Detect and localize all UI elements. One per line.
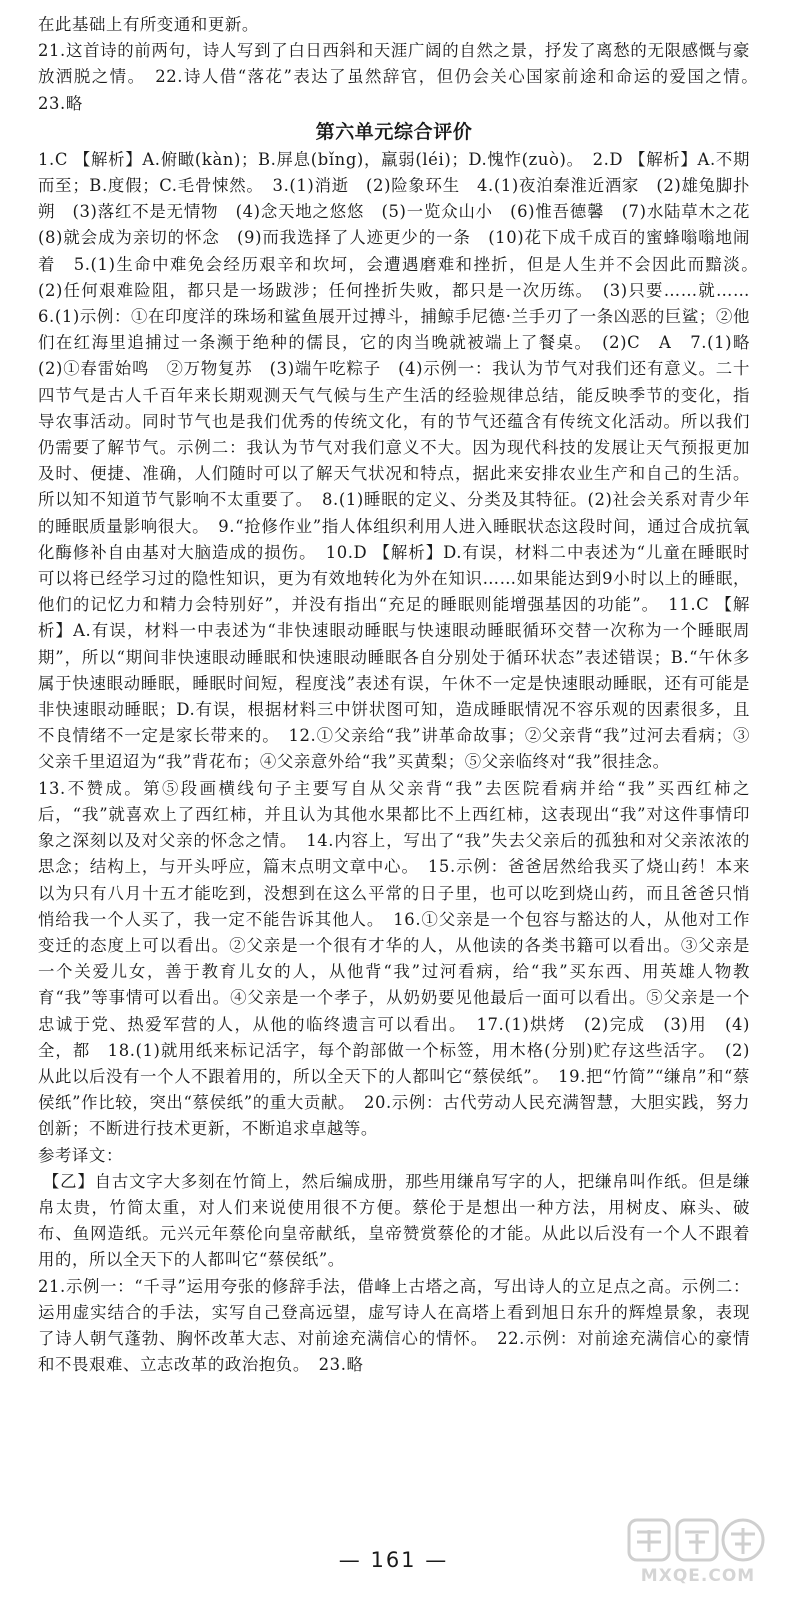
translation-text: 【乙】自古文字大多刻在竹简上，然后编成册，那些用缣帛写字的人，把缣帛叫作纸。但是缣帛太贵，竹简太重，对人们来说使用很不方便。蔡伦于是想出一种方法，用树皮、麻头、破布、鱼网造纸。元兴元年蔡伦向皇帝献纸，皇帝赞赏蔡伦的才能。从此以后没有一个人不跟着用的，所以全天下的人都叫它“蔡侯纸”。 — [38, 1171, 750, 1270]
intro-line: 在此基础上有所变通和更新。 — [38, 15, 259, 34]
translation-label: 参考译文： — [38, 1145, 123, 1165]
page-number: — 161 — — [338, 1548, 449, 1572]
section-title: 第六单元综合评价 — [315, 120, 473, 143]
watermark-text: MXQE.COM — [640, 1566, 756, 1586]
watermark-logo — [623, 1512, 773, 1590]
answers-13-20: 13.不赞成。第⑤段画横线句子主要写自从父亲背“我”去医院看病并给“我”买西红柿之后，“我”就喜欢上了西红柿，并且认为其他水果都比不上西红柿，这表现出“我”对这件事情印象之深刻以及对父亲的怀念之情。 14.内容上，写出了“我”失去父亲后的孤独和对父亲浓浓的思念；结构上，与开头呼应，篇末点明文章中心。 15.示例：爸爸居然给我买了烧山药！本来以为只有八月十五才能吃到，没想到在这么平常的日子里，也可以吃到烧山药，而且爸爸只悄悄给我一个人买了，我一定不能告诉其他人。 16.①父亲是一个包容与豁达的人，从他对工作变迁的态度上可以看出。②父亲是一个很有才华的人，从他读的各类书籍可以看出。③父亲是一个关爱儿女，善于教育儿女的人，从他背“我”过河看病，给“我”买东西、用英雄人物教育“我”等事情可以看出。④父亲是一个孝子，从奶奶要见他最后一面可以看出。⑤父亲是一个忠诚于党、热爱军营的人，从他的临终遗言可以看出。 17.(1)烘烤 (2)完成 (3)用 (4)全，都 18.(1)就用纸来标记活字，每个韵部做一个标签，用木格(分别)贮存这些活字。 (2)从此以后没有一个人不跟着用的，所以全天下的人都叫它“蔡侯纸”。 19.把“竹简”“缣帛”和“蔡侯纸”作比较，突出“蔡侯纸”的重大贡献。 20.示例：古代劳动人民充满智慧，大胆实践，努力创新；不断进行技术更新，不断追求卓越等。 — [38, 778, 750, 1139]
answers-1-12: 1.C 【解析】A.俯瞰(kàn)；B.屏息(bǐng)，羸弱(léi)；D.愧怍(zuò)。 2.D 【解析】A.不期而至；B.度假；C.毛骨悚然。 3.(1)消逝 (2)险象环生 4.(1)夜泊秦淮近酒家 (2)雄兔脚扑朔 (3)落红不是无情物 (4)念天地之悠悠 (5)一览众山小 (6)惟吾德馨 (7)水陆草木之花 (8)就会成为亲切的怀念 (9)而我选择了人迹更少的一条 (10)花下成千成百的蜜蜂嗡嗡地闹着 5.(1)生命中难免会经历艰辛和坎坷，会遭遇磨难和挫折，但是人生并不会因此而黯淡。 (2)任何艰难险阻，都只是一场跋涉；任何挫折失败，都只是一次历练。 (3)只要……就…… 6.(1)示例：①在印度洋的珠场和鲨鱼展开过搏斗，捕鲸手尼德·兰手刃了一条凶恶的巨鲨；②他们在红海里追捕过一条濒于绝种的儒艮，它的肉当晚就被端上了餐桌。 (2)C A 7.(1)略 (2)①春雷始鸣 ②万物复苏 (3)端午吃粽子 (4)示例一：我认为节气对我们还有意义。二十四节气是古人千百年来长期观测天气气候与生产生活的经验规律总结，能反映季节的变化，指导农事活动。同时节气也是我们优秀的传统文化，有的节气还蕴含有传统文化活动。所以我们仍需要了解节气。示例二：我认为节气对我们意义不大。因为现代科技的发展让天气预报更加及时、便捷、准确，人们随时可以了解天气状况和特点，据此来安排农业生产和自己的生活。所以知不知道节气影响不太重要了。 8.(1)睡眠的定义、分类及其特征。(2)社会关系对青少年的睡眠质量影响很大。 9.“抢修作业”指人体组织利用人进入睡眠状态这段时间，通过合成抗氧化酶修补自由基对大脑造成的损伤。 10.D 【解析】D.有误，材料二中表述为“儿童在睡眠时可以将已经学习过的隐性知识，更为有效地转化为外在知识……如果能达到9小时以上的睡眠，他们的记忆力和精力会特别好”，并没有指出“充足的睡眠则能增强基因的功能”。 11.C 【解析】A.有误，材料一中表述为“非快速眼动睡眠与快速眼动睡眠循环交替一次称为一个睡眠周期”，所以“期间非快速眼动睡眠和快速眼动睡眠各自分别处于循环状态”表述错误；B.“午休多属于快速眼动睡眠，睡眠时间短，程度浅”表述有误，午休不一定是快速眼动睡眠，还有可能是非快速眼动睡眠；D.有误，根据材料三中饼状图可知，造成睡眠情况不容乐观的因素很多，且不良情绪不一定是家长带来的。 12.①父亲给“我”讲革命故事；②父亲背“我”过河去看病；③父亲千里迢迢为“我”背花布；④父亲意外给“我”买黄梨；⑤父亲临终对“我”很挂念。 — [38, 149, 767, 772]
answers-21-23: 21.示例一：“千寻”运用夸张的修辞手法，借峰上古塔之高，写出诗人的立足点之高。示例二：运用虚实结合的手法，实写自己登高远望，虚写诗人在高塔上看到旭日东升的辉煌景象，表现了诗人朝气蓬勃、胸怀改革大志、对前途充满信心的情怀。 22.示例：对前途充满信心的豪情和不畏艰难、立志改革的政治抱负。 23.略 — [38, 1276, 750, 1375]
answers-prev-21-23: 21.这首诗的前两句，诗人写到了白日西斜和天涯广阔的自然之景，抒发了离愁的无限感慨与豪放洒脱之情。 22.诗人借“落花”表达了虽然辞官，但仍会关心国家前途和命运的爱国之情。 23.略 — [38, 41, 767, 113]
watermark-icon — [623, 1512, 773, 1568]
answer-content — [38, 12, 767, 1378]
